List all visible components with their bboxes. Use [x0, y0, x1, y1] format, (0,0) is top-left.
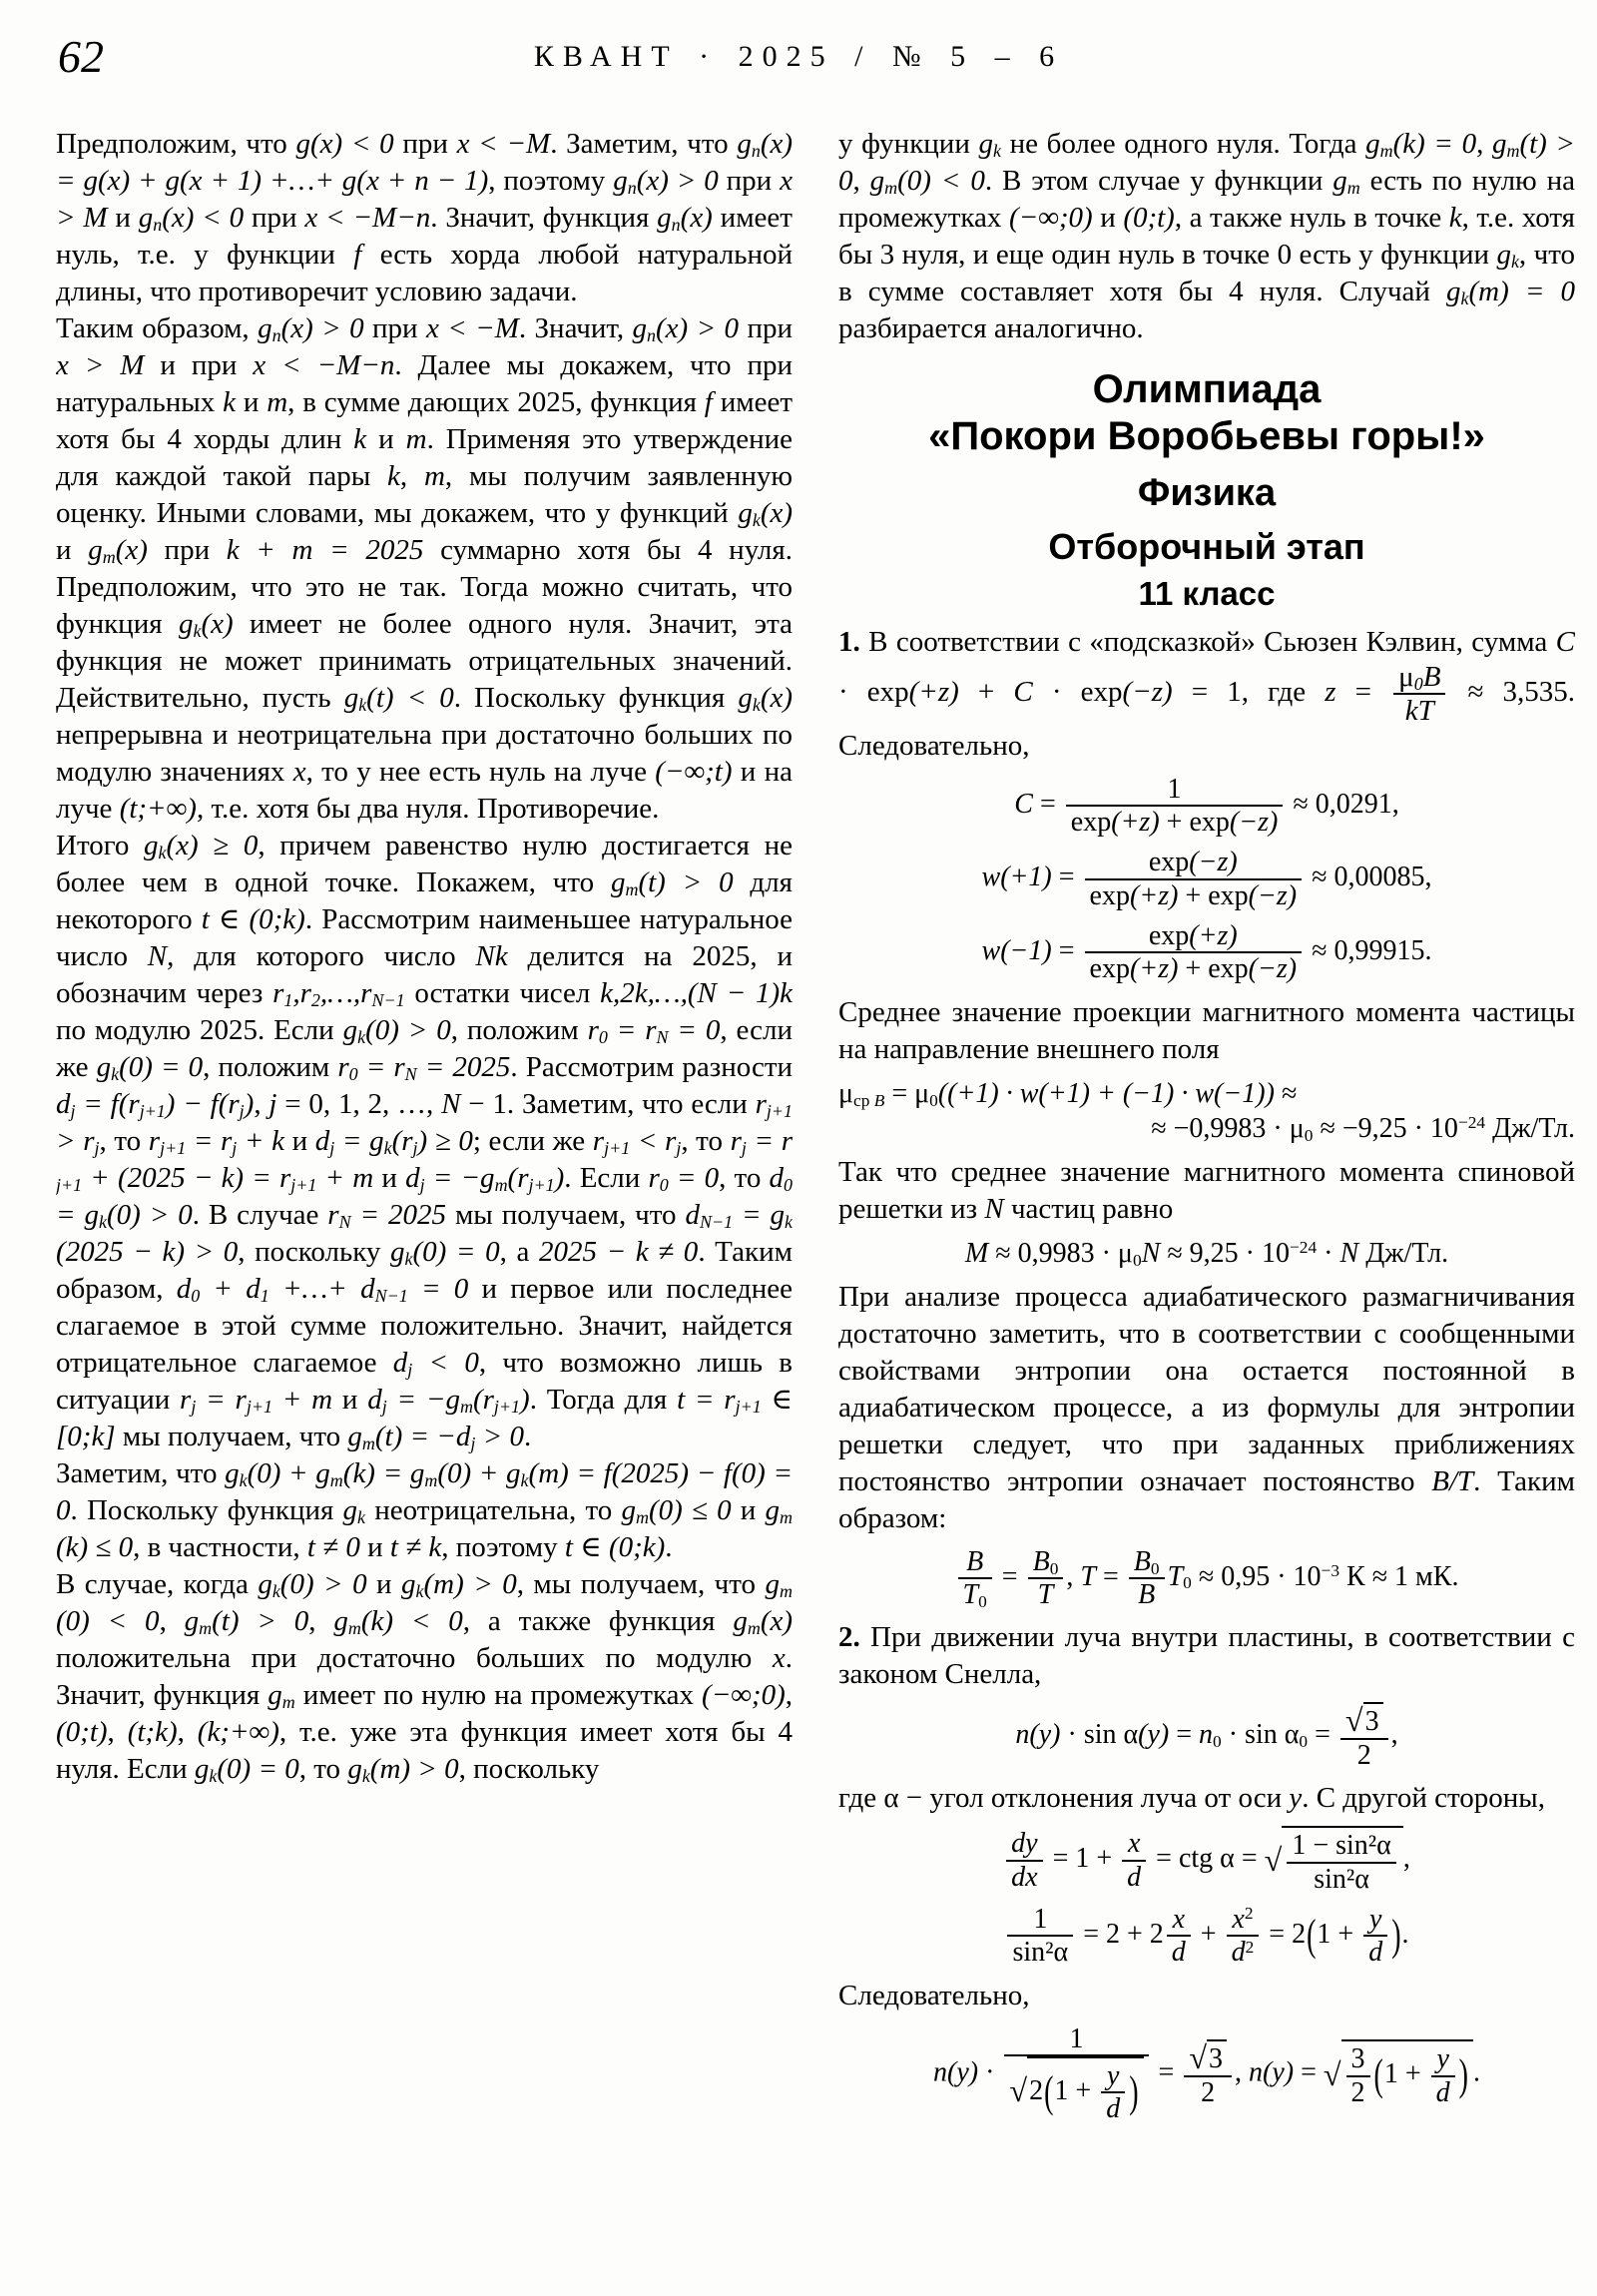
- equation-mu-average: [838, 1076, 1575, 1146]
- paragraph-adiabatic: При анализе процесса адиабатического размагничивания достаточно заметить, что в соответствии с сообщенными свойствами энтропии она остается постоянной в адиабатическом процессе, а из формулы для энтропии решетки следует, что при заданных приближениях постоянство энтропии означает постоянство B/T. Таким образом:: [838, 1280, 1575, 1534]
- paragraph-angle: где α − угол отклонения луча от оси y. С другой стороны,: [838, 1782, 1546, 1815]
- equation-constant-c: C = $\frac{1}{\exp(+z) + \exp(-z)}$ ≈ 0,0291,: [1014, 773, 1399, 838]
- equation-mu-average-line1: μср B = μ0((+1) · w(+1) + (−1) · w(−1)) ≈: [838, 1077, 1298, 1110]
- heading-subject: Физика: [1137, 471, 1277, 514]
- journal-title: КВАНТ: [533, 40, 679, 73]
- heading-grade: 11 класс: [1138, 574, 1276, 612]
- page-number: 62: [58, 31, 104, 82]
- header-separator: ·: [699, 40, 719, 73]
- heading-stage: Отборочный этап: [1048, 525, 1365, 567]
- equation-derivative: $\frac{dy}{dx}$ = 1 + $\frac{x}{d}$ = ctg α = √ $\frac{\text{1 − sin²α}}{\text{sin²α}}$ ,: [838, 1826, 1575, 1895]
- page-header: [58, 24, 1539, 94]
- running-head: [58, 40, 1539, 74]
- paragraph-proof-2: Таким образом, gn(x) > 0 при x < −M. Значит, gn(x) > 0 при x > M и при x < −M−n. Далее мы докажем, что при натуральных k и m, в сумме дающих 2025, функция f имеет хотя бы 4 хорды длин k и m. Применяя это утверждение для каждой такой пары k, m, мы получим заявленную оценку. Иными словами, мы докажем, что у функций gk(x) и gm(x) при k + m = 2025 суммарно хотя бы 4 нуля. Предположим, что это не так. Тогда можно считать, что функция gk(x) имеет не более одного нуля. Значит, эта функция не может принимать отрицательных значений. Действительно, пусть gk(t) < 0. Поскольку функция gk(x) непрерывна и неотрицательна при достаточно больших по модулю значениях x, то у нее есть нуль на луче (−∞;t) и на луче (t;+∞), т.е. хотя бы два нуля. Противоречие.: [56, 312, 793, 825]
- paragraph-proof-1: Предположим, что g(x) < 0 при x < −M. Заметим, что gn(x) = g(x) + g(x + 1) +…+ g(x + n − 1), поэтому gn(x) > 0 при x > M и gn(x) < 0 при x < −M−n. Значит, функция gn(x) имеет нуль, т.е. у функции f есть хорда любой натуральной длины, что противоречит условию задачи.: [56, 128, 793, 307]
- paragraph-mean-moment: Среднее значение проекции магнитного момента частицы на направление внешнего поля: [838, 995, 1575, 1065]
- left-column: [56, 126, 793, 2272]
- paragraph-lattice-moment: Так что среднее значение магнитного момента спиновой решетки из N частиц равно: [838, 1155, 1575, 1225]
- equation-total-moment: M ≈ 0,9983 · μ0N ≈ 9,25 · 10−24 · N Дж/Тл.: [964, 1237, 1449, 1270]
- paragraph-proof-3: Итого gk(x) ≥ 0, причем равенство нулю достигается не более чем в одной точке. Покажем, что gm(t) > 0 для некоторого t ∈ (0;k). Рассмотрим наименьшее натуральное число N, для которого число Nk делится на 2025, и обозначим через r1,r2,…,rN−1 остатки чисел k,2k,…,(N − 1)k по модулю 2025. Если gk(0) > 0, положим r0 = rN = 0, если же gk(0) = 0, положим r0 = rN = 2025. Рассмотрим разности dj = f(rj+1) − f(rj), j = 0, 1, 2, …, N − 1. Заметим, что если rj+1 > rj, то rj+1 = rj + k и dj = gk(rj) ≥ 0; если же rj+1 < rj, то rj = rj+1 + (2025 − k) = rj+1 + m и dj = −gm(rj+1). Если r0 = 0, то d0 = gk(0) > 0. В случае rN = 2025 мы получаем, что dN−1 = gk(2025 − k) > 0, поскольку gk(0) = 0, а 2025 − k ≠ 0. Таким образом, d0 + d1 +…+ dN−1 = 0 и первое или последнее слагаемое в этой сумме положительно. Значит, найдется отрицательное слагаемое dj < 0, что возможно лишь в ситуации rj = rj+1 + m и dj = −gm(rj+1). Тогда для t = rj+1 ∈ [0;k] мы получаем, что gm(t) = −dj > 0.: [56, 830, 793, 1453]
- equation-refractive-index: n(y) · 1 √ 2(1 + $\frac{y}{d}$ ) = √ 3 2 , n(y) = √ $\frac{3}{2}$ (1 + $\frac{y}{d}$ ) .: [933, 2022, 1480, 2125]
- paragraph-problem-2: 2. При движении луча внутри пластины, в соответствии с законом Снелла,: [838, 1621, 1575, 1691]
- equation-w-minus-1: w(−1) = $\frac{\exp(+z)}{\exp(+z) + \exp(-z)}$ ≈ 0,99915.: [981, 919, 1432, 985]
- two-column-layout: [56, 126, 1575, 2272]
- paragraph-consequently: Следовательно,: [838, 1979, 1030, 2011]
- paragraph-problem-1: 1. В соответствии с «подсказкой» Сьюзен Кэлвин, сумма C · exp(+z) + C · exp(−z) = 1, где z = $\frac{\mu 0B}{kT}$ ≈ 3,535. Следовательно,: [838, 625, 1575, 762]
- issue-number: 2025 / № 5 – 6: [738, 40, 1064, 73]
- paragraph-proof-4: Заметим, что gk(0) + gm(k) = gm(0) + gk(m) = f(2025) − f(0) = 0. Поскольку функция gk неотрицательна, то gm(0) ≤ 0 и gm(k) ≤ 0, в частности, t ≠ 0 и t ≠ k, поэтому t ∈ (0;k).: [56, 1457, 793, 1563]
- equation-w-plus-1: w(+1) = $\frac{\exp(-z)}{\exp(+z) + \exp(-z)}$ ≈ 0,00085,: [981, 847, 1432, 911]
- paragraph-proof-continuation: у функции gk не более одного нуля. Тогда gm(k) = 0, gm(t) > 0, gm(0) < 0. В этом случае у функции gm есть по нулю на промежутках (−∞;0) и (0;t), а также нуль в точке k, т.е. хотя бы 3 нуля, и еще один нуль в точке 0 есть у функции gk, что в сумме составляет хотя бы 4 нуля. Случай gk(m) = 0 разбирается аналогично.: [838, 128, 1575, 344]
- paragraph-proof-5: В случае, когда gk(0) > 0 и gk(m) > 0, мы получаем, что gm(0) < 0, gm(t) > 0, gm(k) < 0, а также функция gm(x) положительна при достаточно больших по модулю x. Значит, функция gm имеет по нулю на промежутках (−∞;0), (0;t), (t;k), (k;+∞), т.е. уже эта функция имеет хотя бы 4 нуля. Если gk(0) = 0, то gk(m) > 0, поскольку: [56, 1568, 793, 1786]
- equation-sin-squared: $\frac{1}{\text{sin²α}}$ = 2 + 2 $\frac{x}{d}$ + $\frac{x2}{d2}$ = 2(1 + $\frac{y}{d}$ ).: [838, 1904, 1575, 1969]
- heading-olympiad-name: «Покори Воробьевы горы!»: [928, 413, 1485, 458]
- heading-olympiad: Олимпиада: [1092, 367, 1322, 411]
- equation-mu-average-line2: ≈ −0,9983 · μ0 ≈ −9,25 · 10−24 Дж/Тл.: [1151, 1112, 1575, 1145]
- right-column: [838, 126, 1575, 2272]
- equation-temperature: $\frac{B}{T0}$ = $\frac{B0}{T}$ , T = $\frac{B0}{B}$ T0 ≈ 0,95 · 10−3 К ≈ 1 мК.: [838, 1546, 1575, 1611]
- equation-snell: n(y) · sin α(y) = n0 · sin α0 = √ 3 2 ,: [1015, 1702, 1398, 1771]
